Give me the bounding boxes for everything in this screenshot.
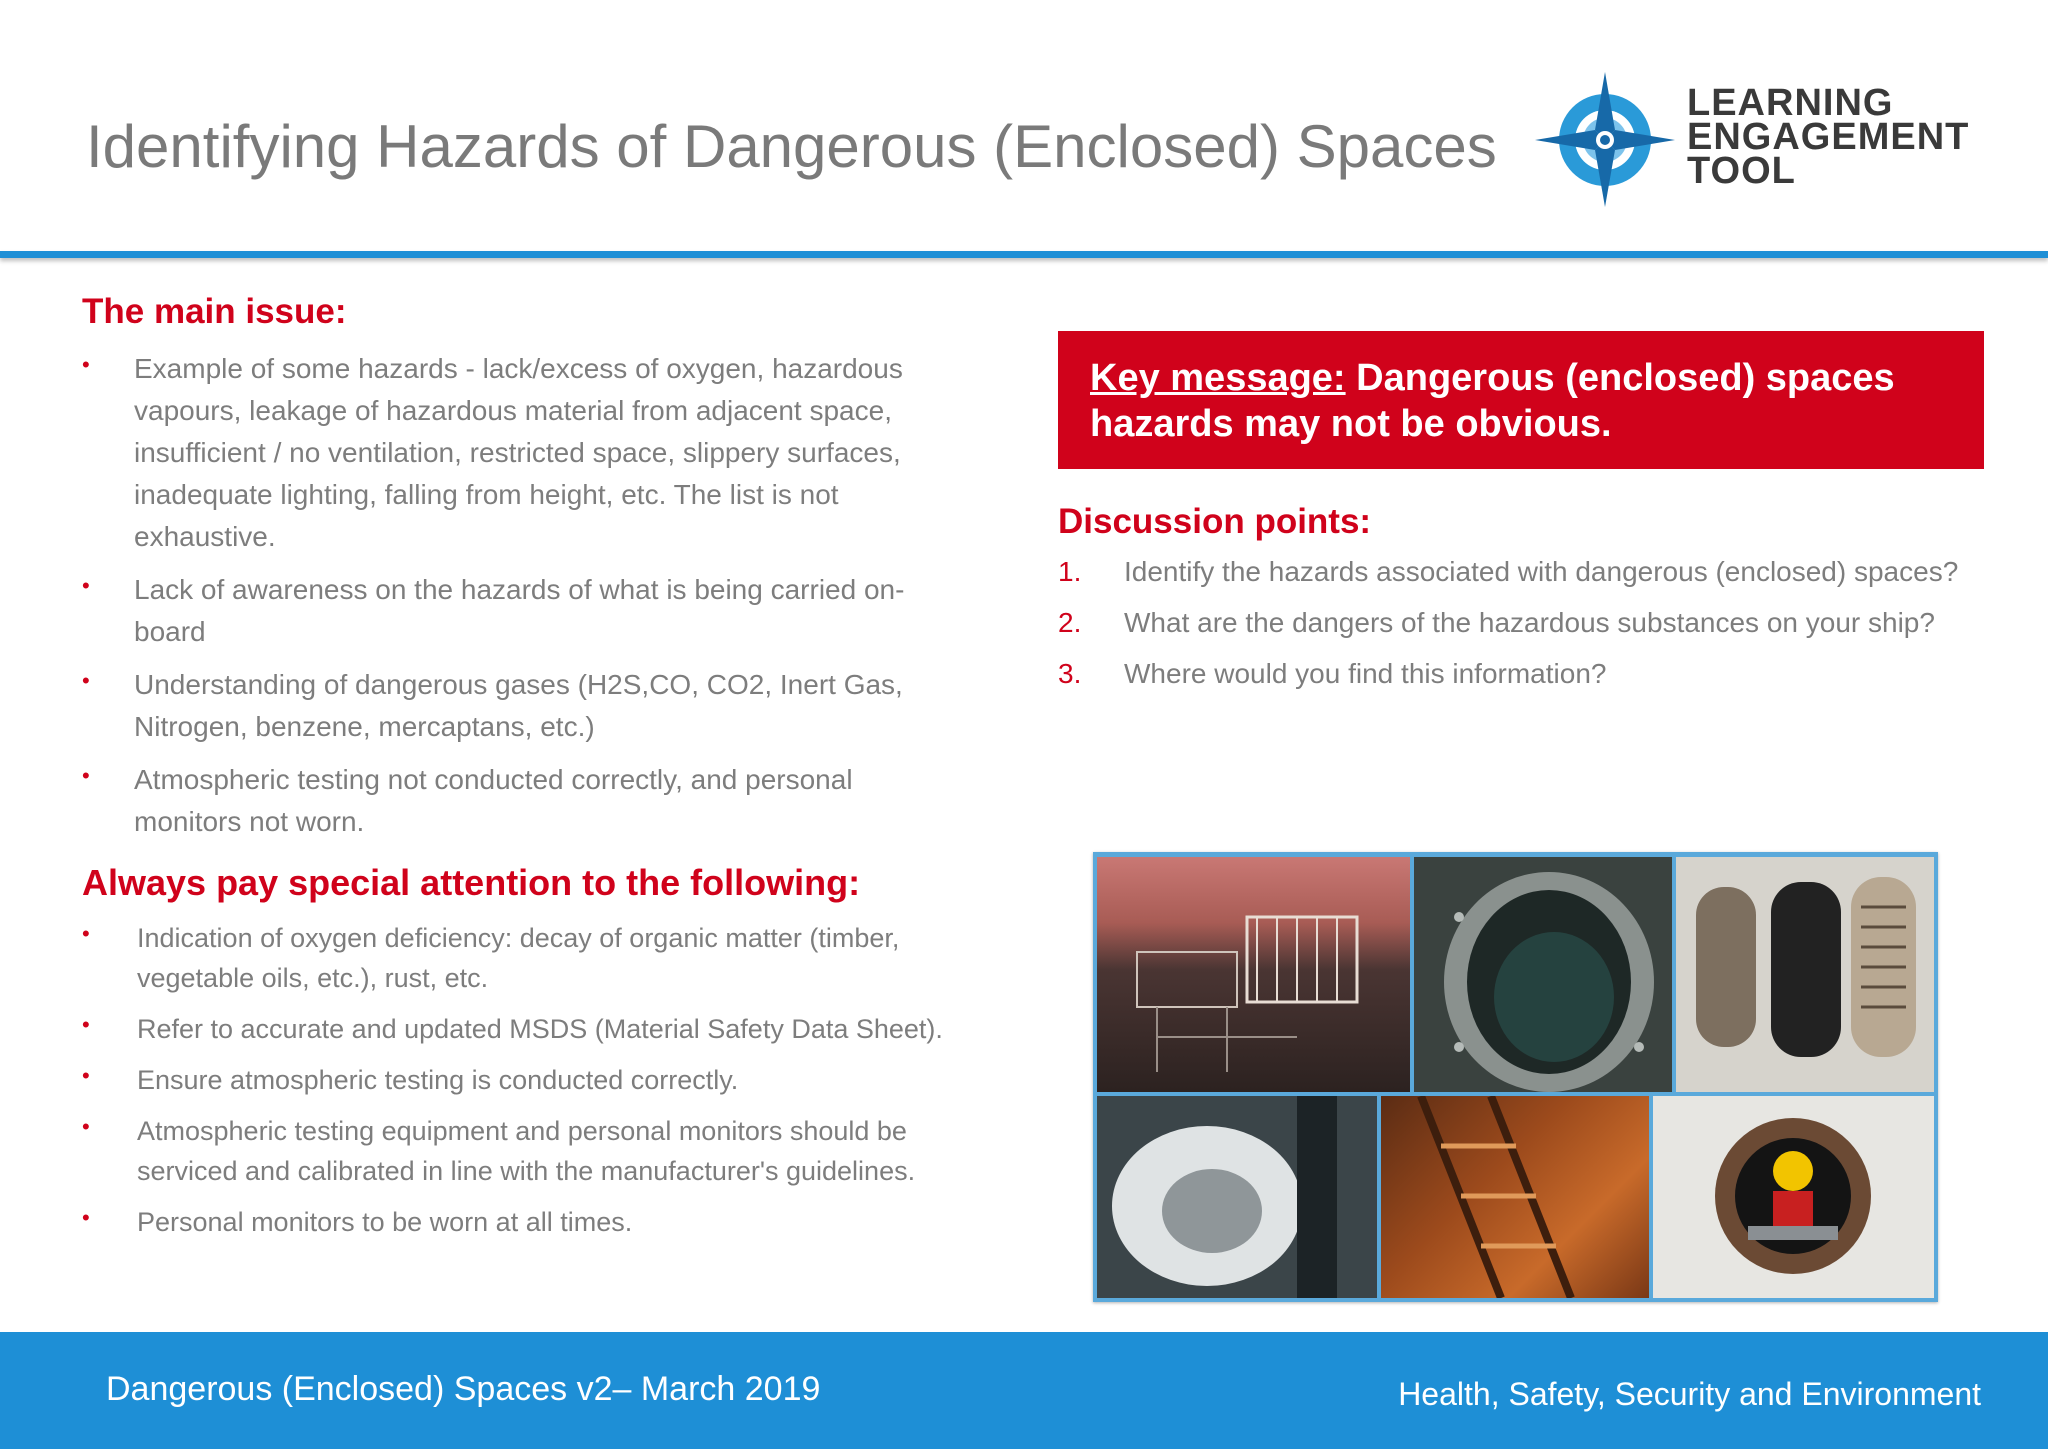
photo-manhole-dark [1414,857,1672,1092]
footer-bar [0,1332,2048,1449]
main-issue-list [82,348,952,854]
logo-line: ENGAGEMENT [1687,116,1970,158]
main-issue-heading: The main issue: [82,292,347,331]
list-item-text: Where would you find this information? [1124,658,1607,689]
list-item [82,1202,962,1242]
list-item-text: Identify the hazards associated with dangerous (enclosed) spaces? [1124,556,1959,587]
bullet-icon: • [82,921,90,946]
item-number: 2. [1058,607,1082,638]
compass-icon [1535,72,1675,207]
page-title: Identifying Hazards of Dangerous (Enclosed) Spaces [86,113,1497,180]
bullet-icon: • [82,352,90,377]
attention-list [82,918,962,1253]
header-divider [0,251,2048,258]
attention-heading: Always pay special attention to the following: [82,862,861,903]
list-item-text: Understanding of dangerous gases (H2S,CO, CO2, Inert Gas, Nitrogen, benzene, mercaptans, etc.) [134,669,903,742]
photo-open-hatches [1676,857,1934,1092]
list-item [82,569,952,653]
list-item [82,1060,962,1100]
list-item-text: Example of some hazards - lack/excess of oxygen, hazardous vapours, leakage of hazardous material from adjacent space, insufficient / no ventilation, restricted space, slippery surfaces, inadequate lighting, falling from height, etc. The list is not exhaustive. [134,353,903,552]
list-item-text: What are the dangers of the hazardous substances on your ship? [1124,607,1935,638]
logo-wordmark [1687,82,1970,192]
discussion-heading: Discussion points: [1058,502,1372,541]
bullet-icon: • [82,1063,90,1088]
photo-rusty-ladder [1381,1096,1649,1298]
list-item-text: Ensure atmospheric testing is conducted correctly. [137,1065,739,1095]
list-item-text: Personal monitors to be worn at all times. [137,1207,633,1237]
list-item-text: Indication of oxygen deficiency: decay of organic matter (timber, vegetable oils, etc.), rust, etc. [137,923,900,993]
list-item-text: Atmospheric testing equipment and personal monitors should be serviced and calibrated in line with the manufacturer's guidelines. [137,1116,916,1186]
photo-worker-in-manhole [1653,1096,1934,1298]
list-item [1058,555,1998,589]
list-item [82,759,952,843]
discussion-list [1058,555,1998,708]
bullet-icon: • [82,1114,90,1139]
list-item [82,348,952,558]
photo-pipe-interior [1097,1096,1377,1298]
key-message-label: Key message: [1090,357,1346,399]
logo-line: TOOL [1687,150,1796,192]
item-number: 1. [1058,556,1082,587]
enclosed-spaces-photo-collage [1093,852,1938,1302]
bullet-icon: • [82,668,90,693]
list-item [82,664,952,748]
bullet-icon: • [82,1205,90,1230]
bullet-icon: • [82,1012,90,1037]
footer-document-version: Dangerous (Enclosed) Spaces v2– March 2019 [106,1370,821,1408]
photo-tank-ceiling [1097,857,1410,1092]
list-item [82,918,962,998]
key-message-box [1058,331,1984,469]
list-item-text: Lack of awareness on the hazards of what is being carried on-board [134,574,905,647]
logo-line: LEARNING [1687,82,1894,124]
list-item [1058,657,1998,691]
list-item [82,1009,962,1049]
list-item [82,1111,962,1191]
footer-department: Health, Safety, Security and Environment [1398,1376,1981,1412]
bullet-icon: • [82,763,90,788]
list-item-text: Atmospheric testing not conducted correctly, and personal monitors not worn. [134,764,853,837]
list-item-text: Refer to accurate and updated MSDS (Material Safety Data Sheet). [137,1014,943,1044]
key-message-text: Dangerous (enclosed) spaces hazards may not be obvious. [1090,357,1895,445]
learning-engagement-tool-logo [1535,72,1990,207]
list-item [1058,606,1998,640]
bullet-icon: • [82,573,90,598]
item-number: 3. [1058,658,1082,689]
